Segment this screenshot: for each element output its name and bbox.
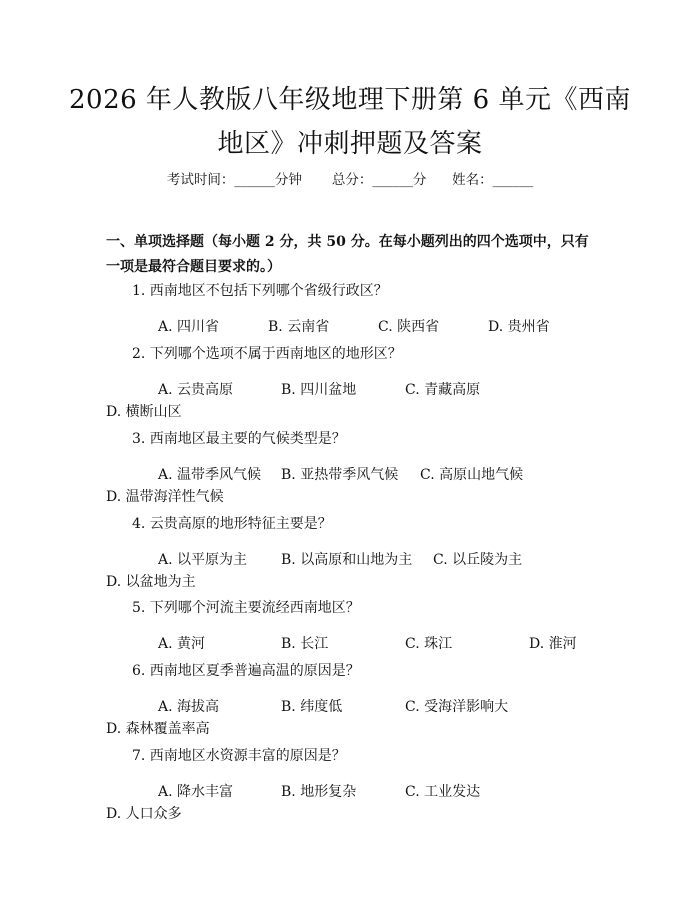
option-d[interactable]: D. 横断山区 — [106, 404, 182, 420]
option-a[interactable]: A. 四川省 — [158, 319, 220, 335]
option-a[interactable]: A. 云贵高原 — [158, 382, 234, 398]
question-1 — [106, 281, 596, 338]
question-4 — [106, 514, 596, 593]
option-d[interactable]: D. 温带海洋性气候 — [106, 489, 224, 505]
option-b[interactable]: B. 地形复杂 — [281, 784, 357, 800]
question-6 — [106, 661, 596, 740]
exam-info-line — [0, 168, 700, 188]
option-d[interactable]: D. 以盆地为主 — [106, 574, 196, 590]
option-d[interactable]: D. 人口众多 — [106, 806, 182, 822]
option-a[interactable]: A. 降水丰富 — [158, 784, 234, 800]
name-blank: ______ — [492, 172, 534, 188]
question-stem: 3. 西南地区最主要的气候类型是？ — [132, 431, 346, 447]
exam-time-blank: ______ — [234, 172, 275, 188]
question-7 — [106, 746, 596, 825]
option-c[interactable]: C. 高原山地气候 — [420, 467, 524, 483]
option-a[interactable]: A. 以平原为主 — [158, 552, 248, 568]
question-options — [106, 464, 596, 508]
name-label: 姓名： — [452, 172, 493, 188]
section-heading: 一、单项选择题（每小题 2 分，共 50 分。在每小题列出的四个选项中，只有一项是最符合题目要求的。） — [106, 234, 589, 275]
exam-time-unit: 分钟 — [274, 172, 302, 188]
question-5 — [106, 598, 596, 655]
option-a[interactable]: A. 海拔高 — [158, 699, 220, 715]
document-title: 2026 年人教版八年级地理下册第 6 单元《西南地区》冲刺押题及答案 — [68, 85, 631, 159]
option-c[interactable]: C. 以丘陵为主 — [433, 552, 523, 568]
question-stem: 5. 下列哪个河流主要流经西南地区？ — [132, 600, 360, 616]
question-options — [106, 781, 596, 825]
exam-time-label: 考试时间： — [166, 172, 235, 188]
option-b[interactable]: B. 亚热带季风气候 — [281, 467, 399, 483]
question-options — [106, 379, 596, 423]
option-c[interactable]: C. 陕西省 — [378, 319, 440, 335]
option-b[interactable]: B. 纬度低 — [281, 699, 343, 715]
option-d[interactable]: D. 淮河 — [529, 636, 577, 652]
question-options — [106, 633, 596, 655]
total-score-unit: 分 — [412, 172, 427, 188]
question-stem: 6. 西南地区夏季普遍高温的原因是？ — [132, 663, 360, 679]
question-stem: 1. 西南地区不包括下列哪个省级行政区？ — [132, 283, 388, 299]
question-options — [106, 549, 596, 593]
question-stem: 4. 云贵高原的地形特征主要是？ — [132, 516, 332, 532]
option-c[interactable]: C. 受海洋影响大 — [405, 699, 509, 715]
option-d[interactable]: D. 贵州省 — [488, 319, 550, 335]
question-stem: 7. 西南地区水资源丰富的原因是？ — [132, 748, 346, 764]
question-3 — [106, 429, 596, 508]
option-a[interactable]: A. 黄河 — [158, 636, 206, 652]
question-stem: 2. 下列哪个选项不属于西南地区的地形区？ — [132, 346, 402, 362]
question-2 — [106, 344, 596, 423]
total-score-label: 总分： — [331, 172, 373, 188]
question-options — [106, 316, 596, 338]
option-a[interactable]: A. 温带季风气候 — [158, 467, 262, 483]
option-d[interactable]: D. 森林覆盖率高 — [106, 721, 210, 737]
option-b[interactable]: B. 以高原和山地为主 — [281, 552, 413, 568]
option-c[interactable]: C. 珠江 — [405, 636, 453, 652]
total-score-blank: ______ — [372, 172, 413, 188]
question-options — [106, 696, 596, 740]
option-c[interactable]: C. 工业发达 — [405, 784, 481, 800]
option-b[interactable]: B. 四川盆地 — [281, 382, 357, 398]
option-b[interactable]: B. 长江 — [281, 636, 329, 652]
option-c[interactable]: C. 青藏高原 — [405, 382, 481, 398]
option-b[interactable]: B. 云南省 — [268, 319, 330, 335]
